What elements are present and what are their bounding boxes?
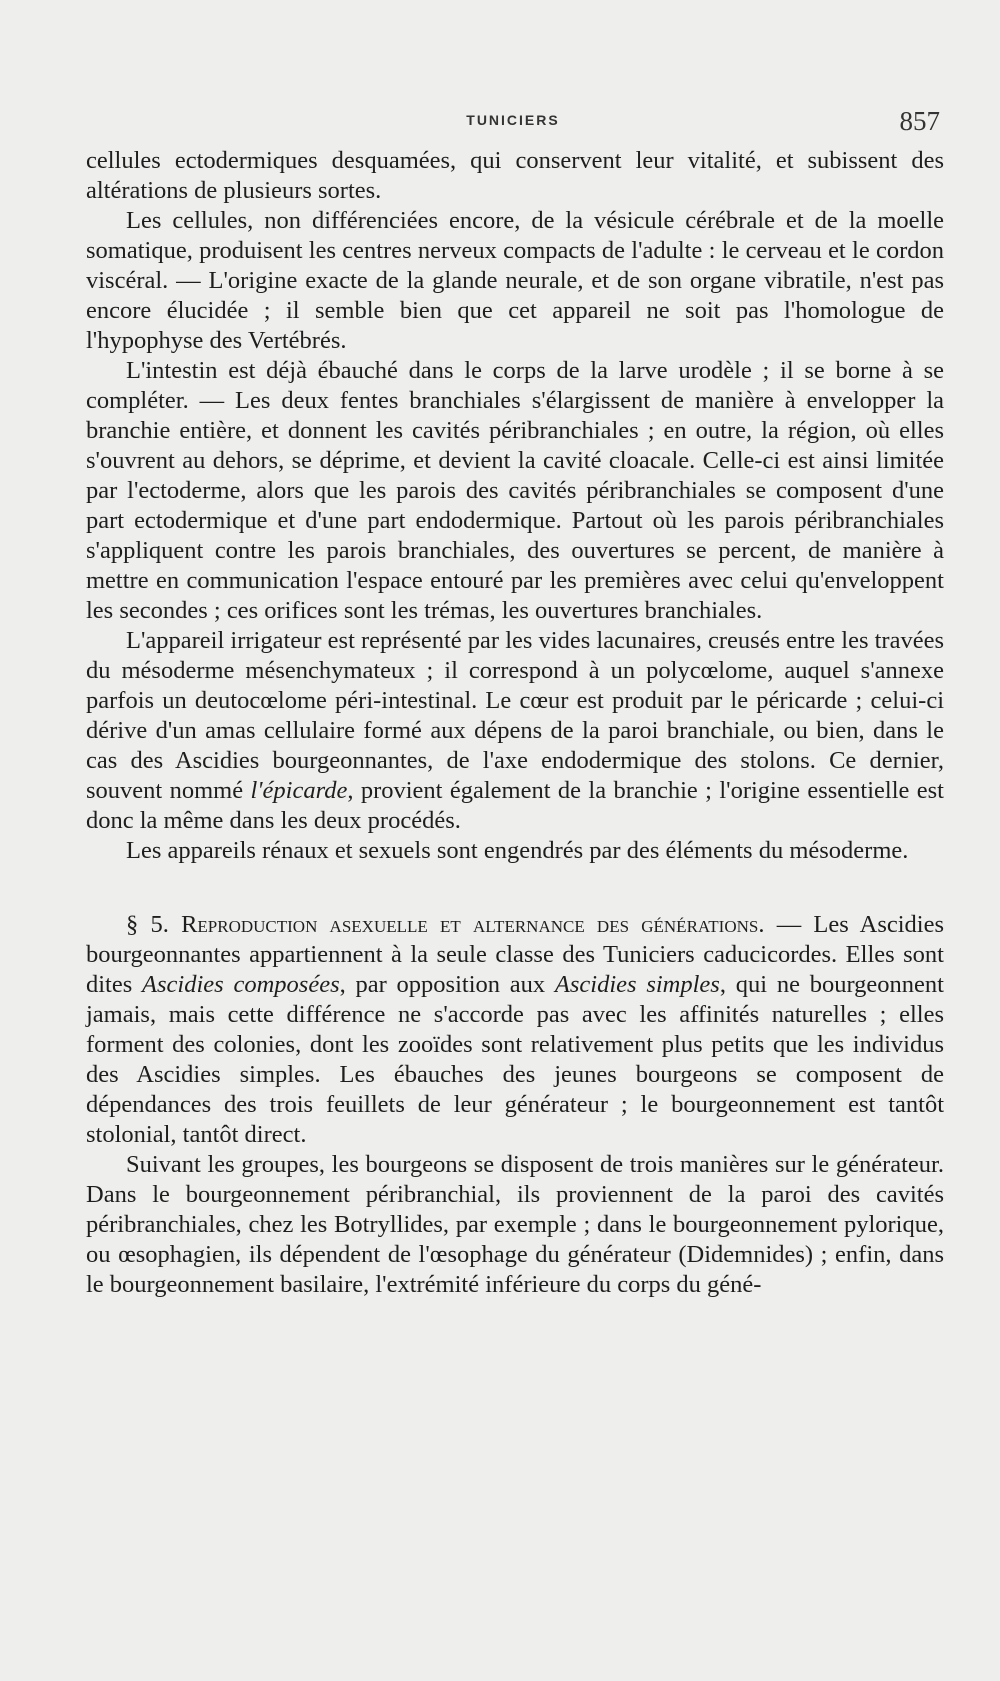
running-head xyxy=(86,106,940,136)
section-text-b: , par opposition aux xyxy=(339,971,555,998)
paragraph-final: Suivant les groupes, les bourgeons se disposent de trois manières sur le générateur. Dans le bourgeonnement péribranchial, ils proviennent de la paroi des cavités péribranchiales, chez les Botryllides, par exemple ; dans le bourgeonnement pylorique, ou œsophagien, ils dépendent de l'œsophage du générateur (Didemnides) ; enfin, dans le bourgeonnement basilaire, l'extrémité inférieure du corps du géné- xyxy=(86,1151,944,1298)
paragraph-4-text-a: L'appareil irrigateur est représenté par les vides lacunaires, creusés entre les travées du mésoderme mésenchymateux ; il correspond à un polycœlome, auquel s'annexe parfois un deutocœlome péri-intestinal. Le cœur est produit par le péricarde ; celui-ci dérive d'un amas cellulaire formé aux dépens de la paroi branchiale, ou bien, dans le cas des Ascidies bourgeonnantes, de l'axe endodermique des stolons. Ce dernier, souvent nommé xyxy=(86,627,944,804)
section-text-a: Les Ascidies bourgeonnantes appartiennent à la seule classe des Tuniciers caducicordes. Elles sont dites xyxy=(86,911,945,998)
term-ascidies-composees: Ascidies composées xyxy=(142,971,340,998)
term-ascidies-simples: Ascidies simples xyxy=(554,971,720,998)
page-number: 857 xyxy=(899,106,940,136)
paragraph-5: Les appareils rénaux et sexuels sont engendrés par des éléments du mésoderme. xyxy=(126,837,909,864)
body-text xyxy=(86,146,944,1300)
paragraph-2: Les cellules, non différenciées encore, de la vésicule cérébrale et de la moelle somatique, produisent les centres nerveux compacts de l'adulte : le cerveau et le cordon viscéral. — L'origine exacte de la glande neurale, et de son organe vibratile, n'est pas encore élucidée ; il semble bien que cet appareil ne soit pas l'homologue de l'hypophyse des Vertébrés. xyxy=(86,207,944,354)
paragraph-4-text-b: , provient également de la branchie ; l'origine essentielle est donc la même dans les deux procédés. xyxy=(86,777,944,834)
section-text-c: , qui ne bourgeonnent jamais, mais cette différence ne s'accorde pas avec les affinités naturelles ; elles forment des colonies, dont les zooïdes sont relativement plus petits que les individus des Ascidies simples. Les ébauches des jeunes bourgeons se composent de dépendances des trois feuillets de leur générateur ; le bourgeonnement est tantôt stolonial, tantôt direct. xyxy=(86,971,944,1148)
section-dash: — xyxy=(776,911,802,938)
paragraph-3: L'intestin est déjà ébauché dans le corps de la larve urodèle ; il se borne à se compléter. — Les deux fentes branchiales s'élargissent de manière à envelopper la branchie entière, et donnent les cavités péribranchiales ; en outre, la région, où elles s'ouvrent au dehors, se déprime, et devient la cavité cloacale. Celle-ci est ainsi limitée par l'ectoderme, alors que les parois des cavités péribranchiales se composent d'une part ectodermique et d'une part endodermique. Partout où les parois péribranchiales s'appliquent contre les parois branchiales, des ouvertures se percent, de manière à mettre en communication l'espace entouré par les premières avec celui qu'enveloppent les secondes ; ces orifices sont les trémas, les ouvertures branchiales. xyxy=(86,357,944,624)
paragraph-1: cellules ectodermiques desquamées, qui conservent leur vitalité, et subissent des altérations de plusieurs sortes. xyxy=(86,147,944,204)
running-title: TUNICIERS xyxy=(466,112,560,128)
section-number: § 5. xyxy=(126,911,169,938)
section-5 xyxy=(86,910,944,1150)
term-epicarde: l'épicarde xyxy=(250,777,348,804)
section-title: Reproduction asexuelle et alternance des générations. xyxy=(181,911,765,938)
paragraph-4 xyxy=(86,626,944,836)
